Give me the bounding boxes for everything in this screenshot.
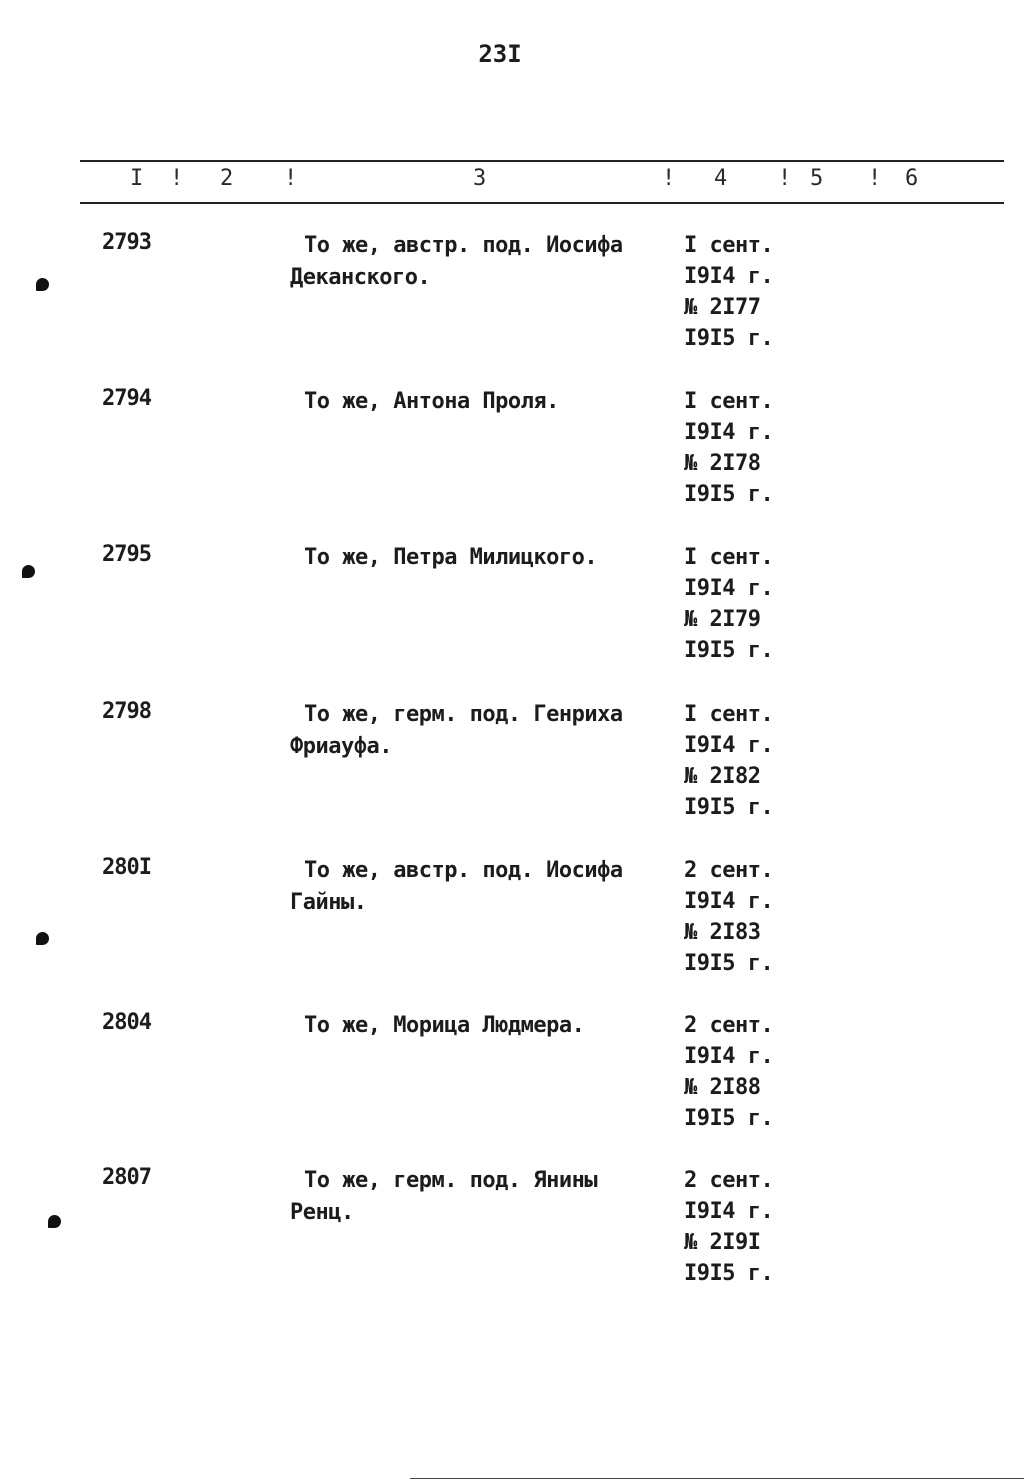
entry-description: То же, Антона Проля.	[304, 389, 559, 414]
entry-date	[684, 386, 804, 510]
entry-doc-number: № 2I79	[684, 607, 761, 632]
column-separator: !	[170, 166, 184, 191]
entry-date-day: 2 сент.	[684, 1013, 774, 1038]
entry-doc-number: № 2I88	[684, 1075, 761, 1100]
entry-doc-year: I9I5 г.	[684, 482, 774, 507]
entry-date-year: I9I4 г.	[684, 264, 774, 289]
column-header-6: 6	[905, 166, 919, 191]
register-entry	[0, 1010, 1024, 1160]
entry-doc-year: I9I5 г.	[684, 795, 774, 820]
header-bottom-rule	[80, 202, 1004, 204]
header-top-rule	[80, 160, 1004, 162]
entry-date-day: I сент.	[684, 545, 774, 570]
entry-number: 280I	[102, 855, 151, 880]
column-header-1: I	[130, 166, 144, 191]
column-header-4: 4	[714, 166, 728, 191]
punch-hole-mark	[22, 565, 35, 578]
entry-number: 2794	[102, 386, 151, 411]
entry-number: 2807	[102, 1165, 151, 1190]
entry-number: 2798	[102, 699, 151, 724]
entry-doc-year: I9I5 г.	[684, 1106, 774, 1131]
entry-date	[684, 542, 804, 666]
column-separator: !	[284, 166, 298, 191]
column-separator: !	[662, 166, 676, 191]
register-entry	[0, 542, 1024, 692]
entry-date	[684, 1165, 804, 1289]
column-separator: !	[778, 166, 792, 191]
entry-date-day: I сент.	[684, 233, 774, 258]
entry-date-year: I9I4 г.	[684, 733, 774, 758]
entry-doc-year: I9I5 г.	[684, 638, 774, 663]
column-separator: !	[868, 166, 882, 191]
entry-doc-number: № 2I83	[684, 920, 761, 945]
column-header-5: 5	[810, 166, 824, 191]
entry-date-day: 2 сент.	[684, 858, 774, 883]
page-bottom-rule	[410, 1478, 1024, 1479]
column-header-3: 3	[473, 166, 487, 191]
entry-doc-year: I9I5 г.	[684, 951, 774, 976]
entry-date-day: I сент.	[684, 702, 774, 727]
entry-number: 2793	[102, 230, 151, 255]
column-header-2: 2	[220, 166, 234, 191]
entry-date-day: 2 сент.	[684, 1168, 774, 1193]
entry-doc-number: № 2I77	[684, 295, 761, 320]
entry-date	[684, 699, 804, 823]
page-number: 23I	[478, 40, 522, 68]
entry-description: То же, австр. под. Иосифа Деканского.	[290, 233, 623, 290]
register-entry	[0, 386, 1024, 536]
entry-number: 2795	[102, 542, 151, 567]
entry-number: 2804	[102, 1010, 151, 1035]
entry-doc-year: I9I5 г.	[684, 1261, 774, 1286]
entry-date	[684, 1010, 804, 1134]
register-entry	[0, 1165, 1024, 1315]
entry-date-year: I9I4 г.	[684, 576, 774, 601]
entry-doc-number: № 2I82	[684, 764, 761, 789]
entry-description: То же, герм. под. Янины Ренц.	[290, 1168, 598, 1225]
entry-date-day: I сент.	[684, 389, 774, 414]
register-entry	[0, 699, 1024, 849]
entry-description: То же, герм. под. Генриха Фриауфа.	[290, 702, 623, 759]
entry-description: То же, Петра Милицкого.	[304, 545, 598, 570]
entry-description: То же, Морица Людмера.	[304, 1013, 585, 1038]
entry-doc-number: № 2I9I	[684, 1230, 761, 1255]
entry-doc-year: I9I5 г.	[684, 326, 774, 351]
entry-doc-number: № 2I78	[684, 451, 761, 476]
entry-description: То же, австр. под. Иосифа Гайны.	[290, 858, 623, 915]
entry-date	[684, 230, 804, 354]
entry-date	[684, 855, 804, 979]
entry-date-year: I9I4 г.	[684, 889, 774, 914]
punch-hole-mark	[36, 278, 49, 291]
punch-hole-mark	[36, 932, 49, 945]
register-entry	[0, 855, 1024, 1005]
entry-date-year: I9I4 г.	[684, 1044, 774, 1069]
entry-date-year: I9I4 г.	[684, 1199, 774, 1224]
punch-hole-mark	[48, 1215, 61, 1228]
register-entry	[0, 230, 1024, 380]
entry-date-year: I9I4 г.	[684, 420, 774, 445]
